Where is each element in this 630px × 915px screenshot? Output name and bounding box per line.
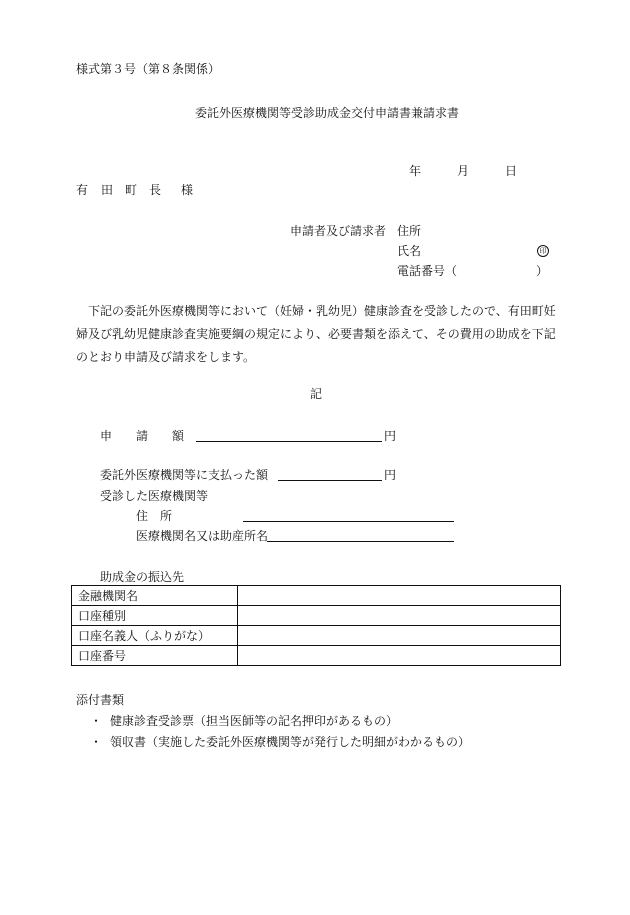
table-row [72, 586, 561, 606]
institution-address-char: 住 [136, 509, 149, 523]
bank-row-value[interactable] [238, 646, 561, 666]
bank-table [71, 585, 561, 666]
body-paragraph: 下記の委託外医療機関等において（妊婦・乳幼児）健康診査を受診したので、有田町妊婦及び乳幼児健康診査実施要綱の規定により、必要書類を添えて、その費用の助成を下記のとおり申請及び請求をします。 [76, 304, 556, 364]
date-year: 年 [409, 164, 422, 178]
request-amount-char: 額 [172, 429, 185, 443]
bank-row-value[interactable] [238, 626, 561, 646]
bank-row-label: 金融機関名 [72, 586, 238, 606]
paid-amount-label: 委託外医療機関等に支払った額 [100, 468, 269, 482]
institution-name-line[interactable] [267, 541, 454, 542]
addressee-char: 有 [76, 183, 89, 197]
bank-row-label: 口座番号 [72, 646, 238, 666]
bank-heading: 助成金の振込先 [100, 570, 185, 584]
institution-address-line[interactable] [243, 521, 454, 522]
applicant-phone-close: ） [536, 264, 549, 278]
document-title: 委託外医療機関等受診助成金交付申請書兼請求書 [195, 106, 460, 120]
addressee-char: 田 [101, 183, 114, 197]
bank-row-label: 口座種別 [72, 606, 238, 626]
table-row [72, 626, 561, 646]
bullet-icon: ・ [90, 714, 103, 728]
bank-row-label: 口座名義人（ふりがな） [72, 626, 238, 646]
applicant-name-label: 氏名 [397, 244, 422, 258]
applicant-phone-label: 電話番号（ [397, 264, 458, 278]
addressee-char: 様 [181, 183, 194, 197]
institution-heading: 受診した医療機関等 [100, 489, 209, 503]
date-month: 月 [457, 164, 470, 178]
addressee-char: 長 [149, 183, 162, 197]
table-row [72, 606, 561, 626]
addressee-char: 町 [125, 183, 138, 197]
date-day: 日 [505, 164, 518, 178]
ki-heading: 記 [310, 387, 323, 401]
paid-amount-line[interactable] [278, 480, 382, 481]
seal-icon: 印 [537, 245, 549, 257]
request-amount-char: 申 [100, 429, 113, 443]
applicant-address-label: 住所 [397, 224, 422, 238]
bank-row-value[interactable] [238, 586, 561, 606]
attachment-item: 領収書（実施した委託外医療機関等が発行した明細がわかるもの） [110, 735, 471, 749]
request-amount-char: 請 [136, 429, 149, 443]
applicant-role: 申請者及び請求者 [290, 224, 387, 238]
request-amount-line[interactable] [196, 441, 382, 442]
paid-amount-yen: 円 [384, 468, 397, 482]
bank-row-value[interactable] [238, 606, 561, 626]
attachments-heading: 添付書類 [76, 693, 125, 707]
form-number: 様式第３号（第８条関係） [76, 62, 221, 76]
table-row [72, 646, 561, 666]
attachment-item: 健康診査受診票（担当医師等の記名押印があるもの） [110, 714, 399, 728]
bullet-icon: ・ [90, 735, 103, 749]
institution-name-label: 医療機関名又は助産所名 [136, 529, 269, 543]
request-amount-yen: 円 [384, 429, 397, 443]
institution-address-char: 所 [160, 509, 173, 523]
